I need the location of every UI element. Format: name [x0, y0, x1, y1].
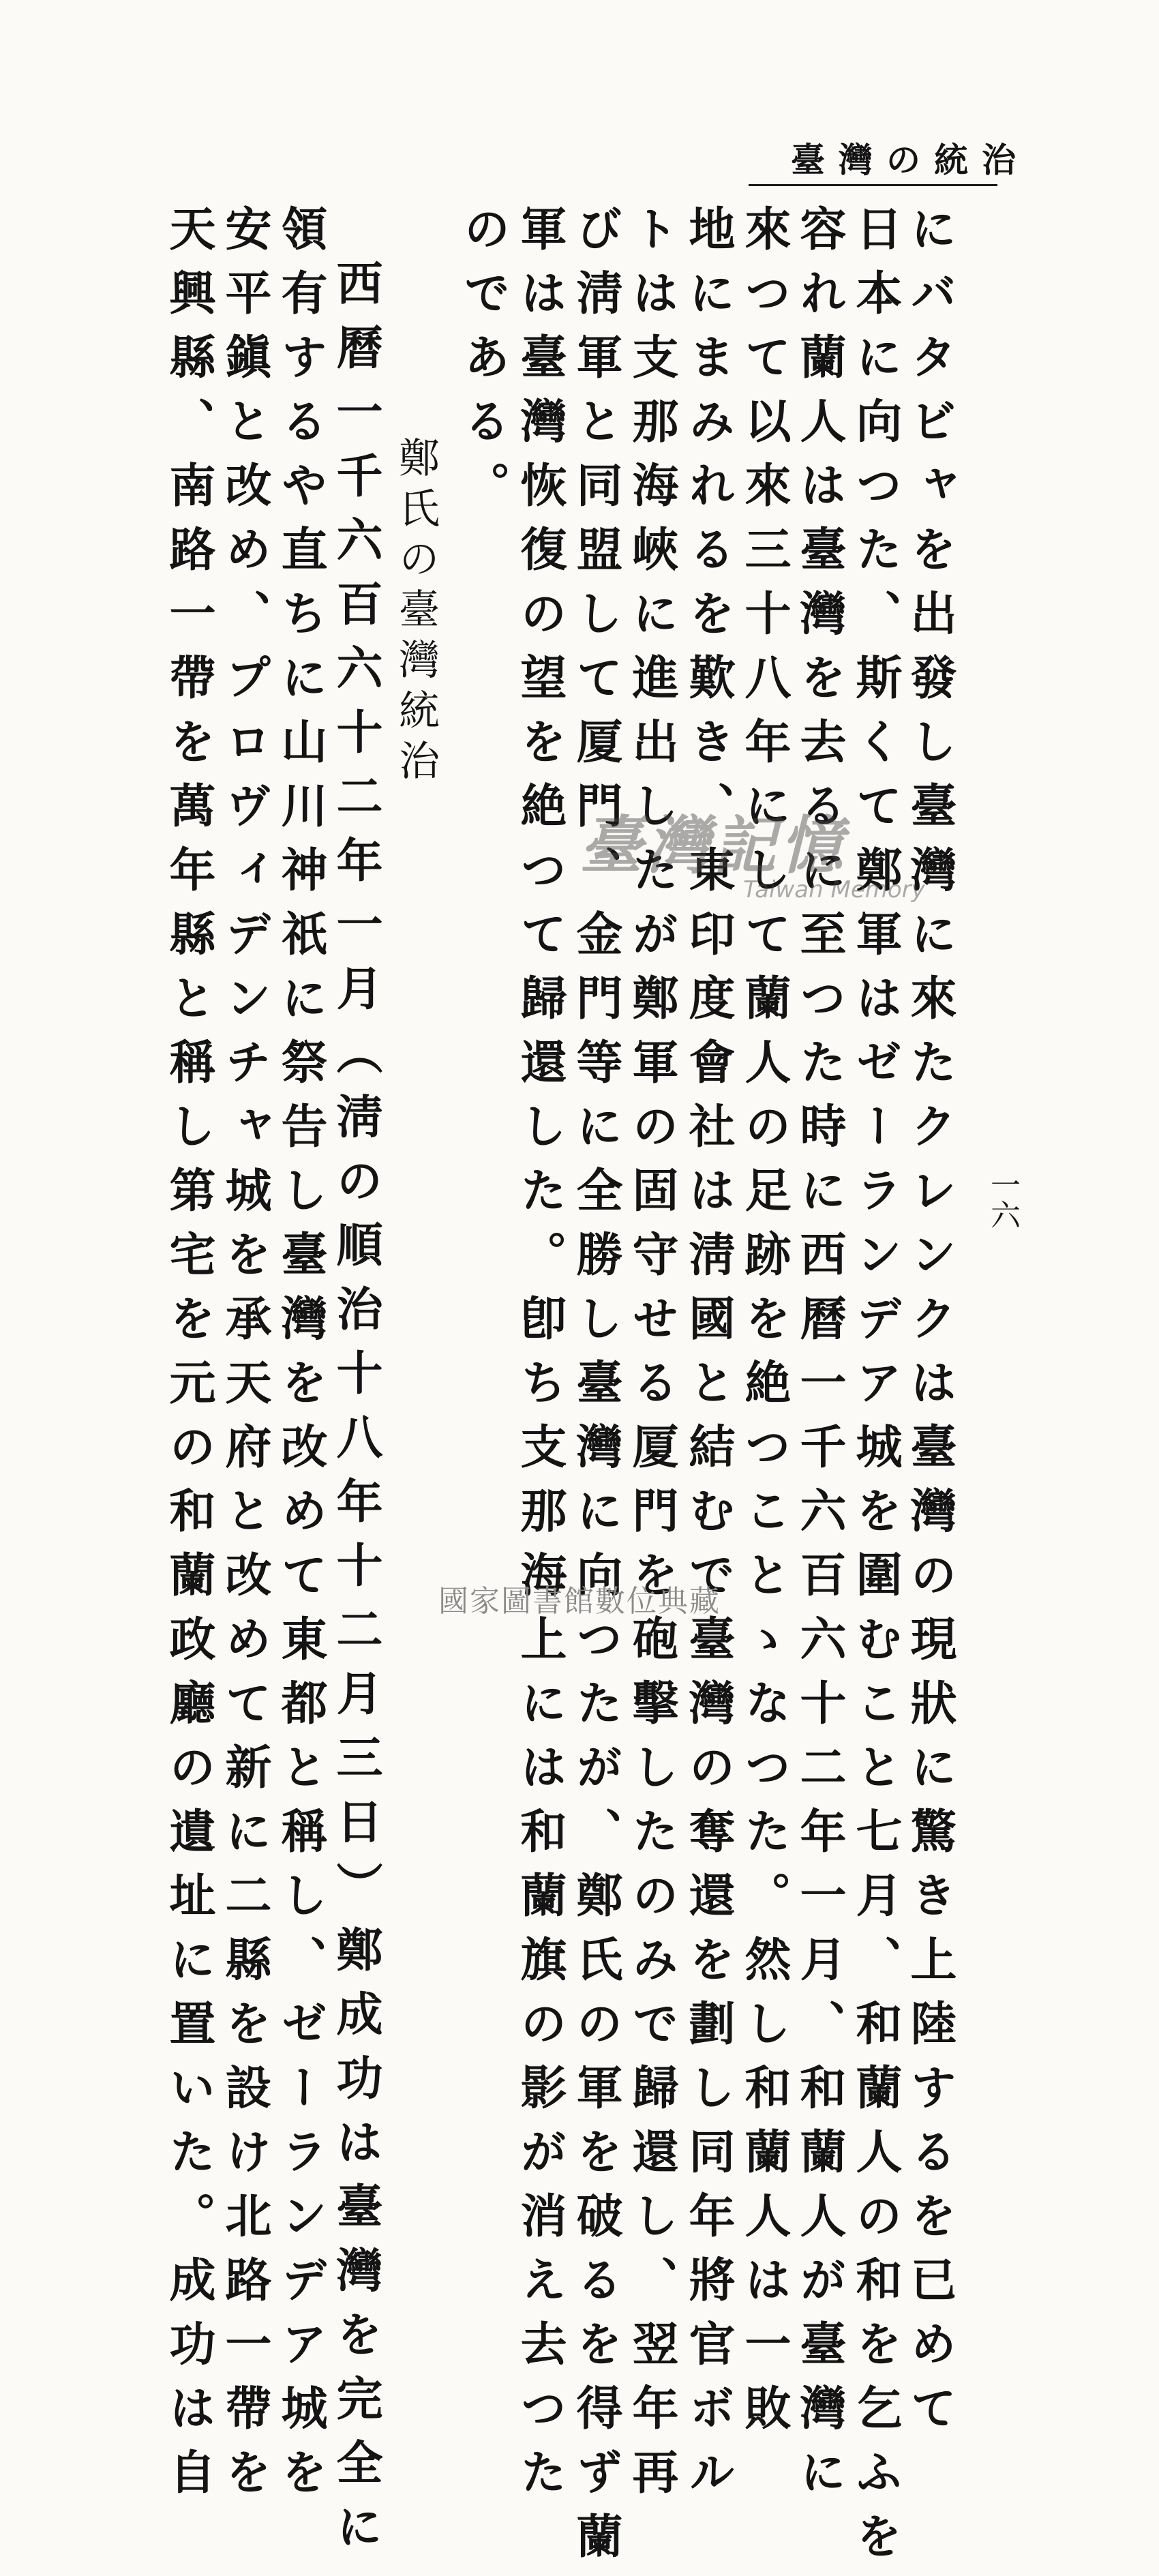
section-title: 鄭氏の臺灣統治	[392, 436, 440, 790]
header-rule	[749, 184, 997, 186]
text-column-13: 天興縣、南路一帶を萬年縣と稱し第宅を元の和蘭政廳の遺址に置いた。成功は自	[162, 205, 216, 2512]
text-column-8: 軍は臺灣恢復の望を絶つて歸還した。卽ち支那海上には和蘭旗の影が消え去つた	[513, 205, 567, 2512]
text-column-10: 西曆一千六百六十二年一月（淸の順治十八年十二月三日）鄭成功は臺灣を完全に	[329, 259, 383, 2566]
text-column-7: び淸軍と同盟して厦門、金門等に全勝し臺灣に向つたが、鄭氏の軍を破るを得ず蘭	[569, 205, 623, 2576]
text-column-3: 容れ蘭人は臺灣を去るに至つた時に西曆一千六百六十二年一月、和蘭人が臺灣に	[792, 205, 847, 2512]
text-column-6: トは支那海峽に進出したが鄭軍の固守せる厦門を砲擊したのみで歸還し、翌年再	[624, 205, 679, 2512]
watermark-subtitle: Taiwan Memory	[743, 876, 925, 904]
text-column-2: 日本に向つた、斯くて鄭軍はゼーランデア城を圍むこと七月、和蘭人の和を乞ふを	[848, 205, 903, 2576]
text-column-4: 來つて以來三十八年にして蘭人の足跡を絶つことゝなつた。然し和蘭人は一敗	[737, 205, 792, 2448]
text-column-12: 安平鎭と改め、プロヴィデンチャ城を承天府と改めて新に二縣を設け北路一帶を	[217, 205, 272, 2512]
text-column-11: 領有するや直ちに山川神祇に祭告し臺灣を改めて東都と稱し、ゼーランデア城を	[273, 205, 328, 2512]
watermark-title: 臺灣記憶	[580, 809, 847, 882]
library-footer-mark: 國家圖書館數位典藏	[438, 1584, 721, 1619]
text-column-5: 地にまみれるを歎き、東印度會社は淸國と結むで臺灣の奪還を劃し同年將官ボル	[681, 205, 736, 2512]
page-number: 一六	[985, 1169, 1020, 1229]
text-column-9: のである。	[456, 205, 511, 525]
running-head: 臺灣の統治	[791, 140, 1029, 180]
text-column-1: にバタビャを出發し臺灣に來たクレンクは臺灣の現狀に驚き上陸するを已めて	[903, 205, 957, 2448]
watermark	[580, 811, 934, 903]
